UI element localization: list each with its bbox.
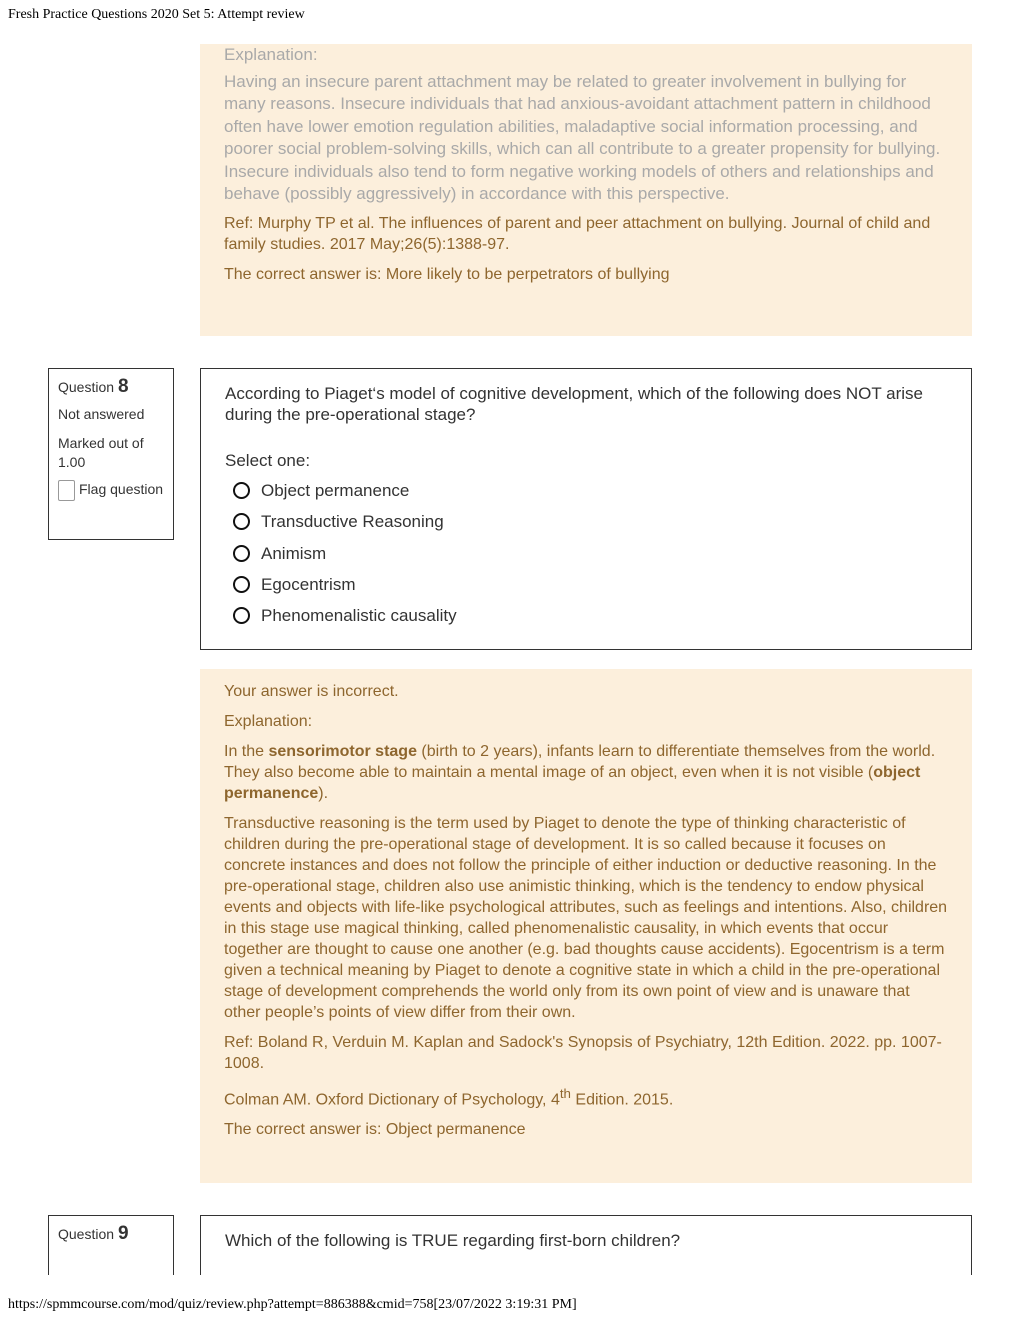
explanation-text: Having an insecure parent attachment may be related to greater involvement in bullying for many reasons. Insecure individuals that had anxious-avoidant attachment pattern in childhood often have lower emotion regulation abilities, maladaptive social information processing, and poorer social problem-solving skills, which can all contribute to a greater propensity for bullying. Insecure individuals also tend to form negative working models of others and relationships and behave (possibly aggressively) in accordance with this perspective. bbox=[224, 72, 941, 204]
option-label: Object permanence bbox=[261, 481, 410, 501]
question-grade: Marked out of 1.00 bbox=[58, 435, 144, 470]
question-number: Question 8 bbox=[58, 376, 129, 397]
answer-option[interactable] bbox=[225, 600, 947, 631]
radio-button[interactable] bbox=[233, 482, 250, 499]
explanation-paragraph-2: Transductive reasoning is the term used by Piaget to denote the type of thinking characteristic of children during the pre-operational stage of development. It is so called because it focuses on concrete instances and does not follow the principle of either induction or deductive reasoning. In the pre-operational stage, children also use animistic thinking, which is the tendency to endow physical events and objects with life-like psychological attributes, such as feelings and intentions. Also, children in this stage use magical thinking, called phenomenalistic causality, in which events that occur together are thought to cause one another (e.g. bad thoughts cause accidents). Egocentrism is a term given a technical meaning by Piaget to denote a cognitive state in which a child in the pre-operational stage of development comprehends the world only from its own point of view and is unaware that other people’s points of view differ from their own. bbox=[224, 815, 948, 1021]
explanation-paragraph-1: In the sensorimotor stage (birth to 2 years), infants learn to differentiate themselves from the world. They also become able to maintain a mental image of an object, even when it is not visible (object permanence). bbox=[224, 743, 936, 802]
question-8-feedback bbox=[200, 669, 972, 1183]
option-label: Egocentrism bbox=[261, 575, 356, 595]
correct-answer-text: The correct answer is: Object permanence bbox=[224, 1121, 526, 1139]
select-one-label: Select one: bbox=[225, 451, 311, 470]
option-label: Phenomenalistic causality bbox=[261, 606, 457, 626]
print-header: Fresh Practice Questions 2020 Set 5: Attempt review bbox=[8, 7, 305, 22]
flag-label: Flag question bbox=[79, 481, 164, 497]
question-8-info bbox=[48, 368, 174, 540]
previous-question-feedback bbox=[200, 44, 972, 336]
flag-question-toggle[interactable] bbox=[58, 480, 164, 501]
reference-text-2: Colman AM. Oxford Dictionary of Psychology, 4th Edition. 2015. bbox=[224, 1086, 674, 1109]
answer-option[interactable] bbox=[225, 475, 947, 506]
question-9-info bbox=[48, 1215, 174, 1275]
answer-option[interactable] bbox=[225, 569, 947, 600]
option-label: Animism bbox=[261, 543, 327, 563]
radio-button[interactable] bbox=[233, 513, 250, 530]
reference-text: Ref: Murphy TP et al. The influences of parent and peer attachment on bullying. Journal of child and family studies. 2017 May;26(5):1388-97. bbox=[224, 215, 931, 254]
question-9-content bbox=[200, 1215, 972, 1275]
explanation-label: Explanation: bbox=[224, 45, 318, 64]
answer-option[interactable] bbox=[225, 506, 947, 537]
print-footer: https://spmmcourse.com/mod/quiz/review.php?attempt=886388&cmid=758[23/07/2022 3:19:31 PM] bbox=[8, 1297, 577, 1312]
radio-button[interactable] bbox=[233, 545, 250, 562]
question-text: Which of the following is TRUE regarding first-born children? bbox=[225, 1231, 681, 1250]
option-label: Transductive Reasoning bbox=[261, 512, 444, 532]
result-text: Your answer is incorrect. bbox=[224, 683, 399, 700]
explanation-label: Explanation: bbox=[224, 713, 313, 730]
answer-option[interactable] bbox=[225, 538, 947, 569]
question-state: Not answered bbox=[58, 406, 145, 422]
radio-button[interactable] bbox=[233, 576, 250, 593]
correct-answer-text: The correct answer is: More likely to be perpetrators of bullying bbox=[224, 266, 670, 284]
question-text: According to Piaget‘s model of cognitive development, which of the following does NOT arise during the pre-operational stage? bbox=[225, 384, 924, 424]
radio-button[interactable] bbox=[233, 607, 250, 624]
reference-text: Ref: Boland R, Verduin M. Kaplan and Sadock's Synopsis of Psychiatry, 12th Edition. 2022. pp. 1007-1008. bbox=[224, 1034, 942, 1072]
question-8-content bbox=[200, 368, 972, 650]
question-number: Question 9 bbox=[58, 1223, 129, 1244]
flag-checkbox[interactable] bbox=[58, 480, 75, 501]
